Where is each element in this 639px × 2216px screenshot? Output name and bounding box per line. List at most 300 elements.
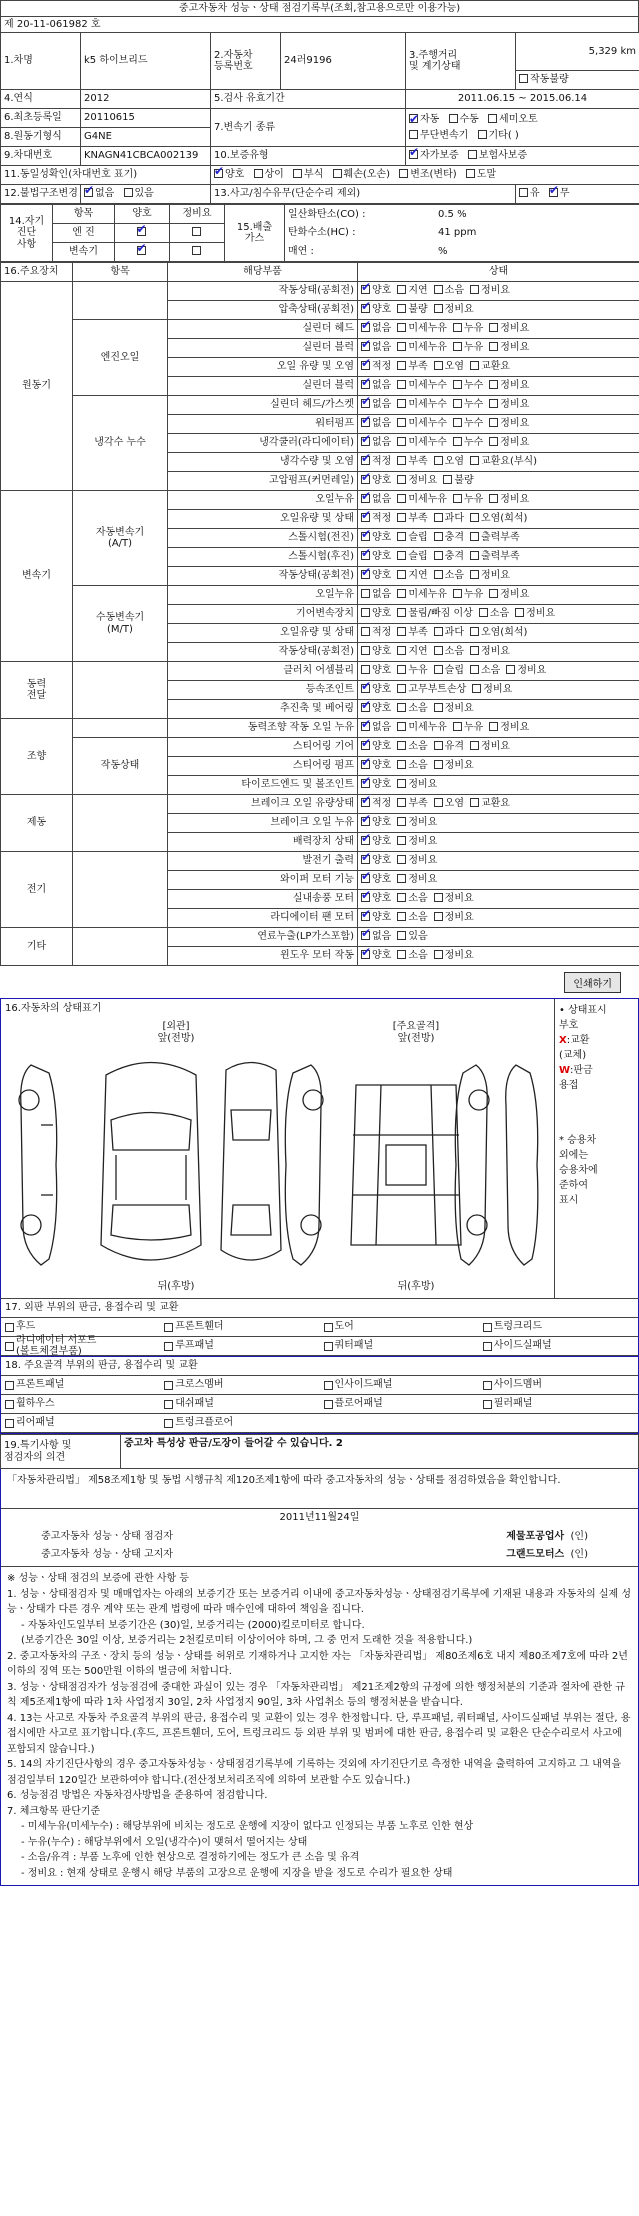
device-group-label: 기타	[1, 928, 73, 966]
inspection-row	[1, 928, 639, 947]
checkbox-icon[interactable]	[468, 150, 477, 159]
checkbox-icon[interactable]	[549, 188, 558, 197]
checkbox-icon[interactable]	[397, 760, 406, 769]
checkbox-icon[interactable]	[397, 513, 406, 522]
checkbox-icon[interactable]	[397, 475, 406, 484]
reg-no-label: 2.자동차 등록번호	[211, 33, 281, 90]
checkbox-icon[interactable]	[361, 912, 370, 921]
checkbox-icon[interactable]	[324, 1381, 333, 1390]
state-option	[489, 418, 529, 430]
part-label: 실린더 블럭	[168, 339, 358, 358]
vin-label: 9.차대번호	[1, 147, 81, 166]
checkbox-icon[interactable]	[443, 475, 452, 484]
checkbox-icon[interactable]	[397, 665, 406, 674]
checkbox-icon[interactable]	[361, 304, 370, 313]
checkbox-icon[interactable]	[397, 722, 406, 731]
checkbox-icon[interactable]	[361, 532, 370, 541]
checkbox-icon[interactable]	[434, 893, 443, 902]
checkbox-icon[interactable]	[361, 893, 370, 902]
checkbox-icon[interactable]	[397, 646, 406, 655]
checkbox-icon[interactable]	[361, 703, 370, 712]
checkbox-icon[interactable]	[361, 722, 370, 731]
checkbox-icon[interactable]	[361, 798, 370, 807]
state-option-label: 정비요	[408, 855, 438, 867]
state-option-label: 누수	[463, 437, 484, 449]
checkbox-icon[interactable]	[397, 931, 406, 940]
same-label: 11.동일성확인(차대번호 표기)	[1, 166, 211, 185]
state-options	[358, 396, 639, 415]
state-option-label: 정비요	[444, 893, 474, 905]
state-option-label: 정비요	[517, 665, 547, 677]
exterior-front-label: 앞(전방)	[157, 1033, 195, 1044]
checkbox-icon[interactable]	[397, 912, 406, 921]
state-option	[397, 551, 427, 563]
checkbox-icon[interactable]	[434, 703, 443, 712]
state-options	[358, 776, 639, 795]
checkbox-icon[interactable]	[164, 1323, 173, 1332]
checkbox-icon[interactable]	[361, 418, 370, 427]
checkbox-icon[interactable]	[470, 665, 479, 674]
notifier-row	[1, 1547, 638, 1567]
checkbox-icon[interactable]	[453, 323, 462, 332]
checkbox-icon[interactable]	[137, 227, 146, 236]
checkbox-icon[interactable]	[361, 760, 370, 769]
state-option-label: 소음	[444, 570, 464, 582]
checkbox-icon[interactable]	[397, 779, 406, 788]
first-reg-label: 6.최초등록일	[1, 109, 81, 128]
note-line: 6. 성능점검 방법은 자동차검사방법을 준용하여 점검합니다.	[7, 1790, 268, 1801]
checkbox-icon[interactable]	[333, 169, 342, 178]
state-option	[361, 456, 391, 468]
state-option	[489, 494, 529, 506]
year-value: 2012	[81, 90, 211, 109]
checkbox-icon[interactable]	[489, 342, 498, 351]
checkbox-icon[interactable]	[397, 285, 406, 294]
checkbox-icon[interactable]	[361, 817, 370, 826]
checkbox-icon[interactable]	[489, 589, 498, 598]
part-label: 실린더 블럭	[168, 377, 358, 396]
checkbox-icon[interactable]	[361, 931, 370, 940]
checkbox-icon[interactable]	[361, 646, 370, 655]
inspection-table	[0, 262, 639, 966]
state-option	[397, 703, 427, 715]
checkbox-icon[interactable]	[449, 114, 458, 123]
state-option-label: 양호	[372, 684, 392, 696]
checkbox-icon[interactable]	[466, 169, 475, 178]
checkbox-icon[interactable]	[293, 169, 302, 178]
checkbox-icon[interactable]	[361, 608, 370, 617]
smoke-row: 매연 : %	[285, 243, 639, 262]
checkbox-icon[interactable]	[434, 912, 443, 921]
state-option	[489, 589, 529, 601]
state-option	[361, 703, 391, 715]
checkbox-icon[interactable]	[434, 646, 443, 655]
checkbox-icon[interactable]	[434, 760, 443, 769]
state-option	[470, 627, 527, 639]
checkbox-icon[interactable]	[519, 74, 528, 83]
legend-x-text: :교환 (교체)	[559, 1035, 590, 1061]
checkbox-icon[interactable]	[397, 855, 406, 864]
checkbox-icon[interactable]	[361, 437, 370, 446]
checkbox-icon[interactable]	[397, 456, 406, 465]
state-option	[397, 950, 427, 962]
checkbox-icon[interactable]	[361, 874, 370, 883]
checkbox-icon[interactable]	[434, 665, 443, 674]
state-option	[434, 703, 474, 715]
checkbox-icon[interactable]	[434, 798, 443, 807]
checkbox-icon[interactable]	[254, 169, 263, 178]
part-option-label: 사이드멤버	[493, 1379, 543, 1391]
checkbox-icon[interactable]	[397, 532, 406, 541]
checkbox-icon[interactable]	[483, 1400, 492, 1409]
checkbox-icon[interactable]	[397, 627, 406, 636]
state-option	[361, 817, 391, 829]
state-option	[397, 380, 447, 392]
checkbox-icon[interactable]	[434, 304, 443, 313]
state-option	[361, 475, 391, 487]
checkbox-icon[interactable]	[519, 188, 528, 197]
state-option	[361, 570, 391, 582]
state-option-label: 양호	[372, 741, 392, 753]
special-label: 19.특기사항 및 점검자의 의견	[1, 1435, 121, 1469]
checkbox-icon[interactable]	[409, 130, 418, 139]
item-group-label	[73, 662, 168, 719]
state-option	[361, 608, 391, 620]
checkbox-icon[interactable]	[453, 494, 462, 503]
state-options	[358, 605, 639, 624]
checkbox-icon[interactable]	[397, 703, 406, 712]
checkbox-icon[interactable]	[489, 722, 498, 731]
checkbox-icon[interactable]	[453, 418, 462, 427]
accident-options: 유 ✔ 무	[516, 185, 639, 204]
illegal-options: ✔ 없음 있음	[81, 185, 211, 204]
checkbox-icon[interactable]	[361, 342, 370, 351]
checkbox-icon[interactable]	[453, 589, 462, 598]
checkbox-icon[interactable]	[5, 1323, 14, 1332]
part-label: 클러치 어셈블리	[168, 662, 358, 681]
state-option-label: 정비요	[408, 874, 438, 886]
checkbox-icon[interactable]	[489, 323, 498, 332]
checkbox-icon[interactable]	[397, 551, 406, 560]
checkbox-icon[interactable]	[397, 323, 406, 332]
col-repair: 정비요	[170, 205, 225, 224]
part-label: 발전기 출력	[168, 852, 358, 871]
state-option	[506, 665, 546, 677]
checkbox-icon[interactable]	[397, 741, 406, 750]
part-label: 브레이크 오일 유량상태	[168, 795, 358, 814]
checkbox-icon[interactable]	[397, 380, 406, 389]
state-option-label: 정비요	[408, 836, 438, 848]
trans-label: 7.변속기 종류	[211, 109, 406, 147]
checkbox-icon[interactable]	[192, 227, 201, 236]
frame-rear-label: 뒤(후방)	[397, 1281, 435, 1292]
state-option-label: 부족	[408, 456, 428, 468]
checkbox-icon[interactable]	[361, 361, 370, 370]
state-option	[434, 798, 464, 810]
checkbox-icon[interactable]	[489, 437, 498, 446]
state-option-label: 정비요	[500, 399, 530, 411]
col-good: 양호	[115, 205, 170, 224]
checkbox-icon[interactable]	[361, 475, 370, 484]
checkbox-icon[interactable]	[164, 1400, 173, 1409]
checkbox-icon[interactable]	[470, 798, 479, 807]
checkbox-icon[interactable]	[137, 246, 146, 255]
checkbox-icon[interactable]	[214, 169, 223, 178]
state-option-label: 미세누수	[408, 437, 447, 449]
note-line: 1. 성능ㆍ상태점검자 및 매매업자는 아래의 보증기간 또는 보증거리 이내에 중고자동차성능ㆍ상태점검기록부에 기재된 내용과 자동차의 실제 성능ㆍ상태가 다른 경우 계약 또는 관계 법령에 따라 매수인에 대하여 책임을 집니다.	[7, 1588, 631, 1615]
item-group-label: 자동변속기 (A/T)	[73, 491, 168, 586]
state-option-label: 부족	[408, 798, 428, 810]
checkbox-icon[interactable]	[434, 532, 443, 541]
checkbox-icon[interactable]	[397, 608, 406, 617]
engine-value: G4NE	[81, 128, 211, 147]
checkbox-icon[interactable]	[434, 950, 443, 959]
checkbox-icon[interactable]	[399, 169, 408, 178]
frame-front-label: 앞(전방)	[397, 1033, 435, 1044]
checkbox-icon[interactable]	[324, 1342, 333, 1351]
inspection-row	[1, 852, 639, 871]
checkbox-icon[interactable]	[361, 950, 370, 959]
checkbox-icon[interactable]	[397, 494, 406, 503]
checkbox-icon[interactable]	[397, 304, 406, 313]
state-option-label: 오염	[444, 456, 464, 468]
state-option	[434, 627, 464, 639]
checkbox-icon[interactable]	[488, 114, 497, 123]
checkbox-icon[interactable]	[453, 342, 462, 351]
diag-row-engine: 엔 진	[53, 224, 115, 243]
state-options	[358, 795, 639, 814]
state-option	[470, 551, 520, 563]
state-options	[358, 548, 639, 567]
state-option	[361, 342, 391, 354]
valid-label: 5.검사 유효기간	[211, 90, 406, 109]
checkbox-icon[interactable]	[397, 570, 406, 579]
checkbox-icon[interactable]	[489, 418, 498, 427]
part-option-label: 플로어패널	[334, 1398, 383, 1410]
state-option	[434, 912, 474, 924]
note-line: (보증기간은 30일 이상, 보증거리는 2천킬로미터 이상이어야 하며, 그 중 먼저 도래한 것을 적용합니다.)	[21, 1635, 473, 1646]
checkbox-icon[interactable]	[361, 494, 370, 503]
checkbox-icon[interactable]	[324, 1323, 333, 1332]
state-option-label: 부족	[408, 513, 428, 525]
checkbox-icon[interactable]	[397, 950, 406, 959]
checkbox-icon[interactable]	[5, 1342, 14, 1351]
diag-row-transmission: 변속기	[53, 243, 115, 262]
checkbox-icon[interactable]	[470, 741, 479, 750]
state-option-label: 소음	[408, 912, 428, 924]
state-options	[358, 890, 639, 909]
state-option-label: 오염(희석)	[480, 627, 528, 639]
checkbox-icon[interactable]	[397, 437, 406, 446]
checkbox-icon[interactable]	[361, 570, 370, 579]
checkbox-icon[interactable]	[489, 494, 498, 503]
state-option	[361, 722, 391, 734]
checkbox-icon[interactable]	[453, 399, 462, 408]
checkbox-icon[interactable]	[472, 684, 481, 693]
inspection-row	[1, 396, 639, 415]
checkbox-icon[interactable]	[470, 532, 479, 541]
checkbox-icon[interactable]	[397, 874, 406, 883]
insp-header-device: 16.주요장치	[1, 263, 73, 282]
checkbox-icon[interactable]	[434, 285, 443, 294]
checkbox-icon[interactable]	[397, 893, 406, 902]
state-option	[397, 627, 427, 639]
state-option	[489, 437, 529, 449]
state-option	[361, 684, 391, 696]
checkbox-icon[interactable]	[506, 665, 515, 674]
checkbox-icon[interactable]	[361, 684, 370, 693]
checkbox-icon[interactable]	[361, 285, 370, 294]
state-option	[489, 399, 529, 411]
checkbox-icon[interactable]	[361, 836, 370, 845]
state-option	[434, 741, 464, 753]
checkbox-icon[interactable]	[434, 627, 443, 636]
checkbox-icon[interactable]	[361, 513, 370, 522]
checkbox-icon[interactable]	[434, 570, 443, 579]
checkbox-icon[interactable]	[434, 741, 443, 750]
state-option	[470, 646, 510, 658]
basic-info-table	[0, 32, 639, 204]
state-option-label: 미세누수	[408, 399, 447, 411]
state-option	[361, 380, 391, 392]
state-option-label: 소음	[408, 760, 428, 772]
checkbox-icon[interactable]	[397, 418, 406, 427]
inspection-row	[1, 491, 639, 510]
checkbox-icon[interactable]	[434, 513, 443, 522]
diagram-legend	[554, 999, 638, 1299]
state-option-label: 미세누유	[408, 722, 447, 734]
frame-label: [주요골격]	[392, 1021, 440, 1032]
note-line: - 미세누유(미세누수) : 해당부위에 비치는 정도로 운행에 지장이 없다고 인정되는 부품 노후로 인한 현상	[21, 1821, 474, 1832]
checkbox-icon[interactable]	[5, 1381, 14, 1390]
state-option	[361, 798, 391, 810]
checkbox-icon[interactable]	[361, 855, 370, 864]
print-button[interactable]: 인쇄하기	[564, 972, 621, 993]
state-option-label: 양호	[372, 950, 392, 962]
state-options	[358, 567, 639, 586]
checkbox-icon[interactable]	[361, 627, 370, 636]
checkbox-icon[interactable]	[483, 1323, 492, 1332]
part-label: 타이로드엔드 및 볼조인트	[168, 776, 358, 795]
state-option-label: 양호	[372, 779, 392, 791]
checkbox-icon[interactable]	[192, 246, 201, 255]
checkbox-icon[interactable]	[361, 323, 370, 332]
device-group-label: 조향	[1, 719, 73, 795]
checkbox-icon[interactable]	[515, 608, 524, 617]
checkbox-icon[interactable]	[397, 684, 406, 693]
checkbox-icon[interactable]	[453, 722, 462, 731]
insp-header-item: 항목	[73, 263, 168, 282]
checkbox-icon[interactable]	[470, 456, 479, 465]
checkbox-icon[interactable]	[361, 779, 370, 788]
checkbox-icon[interactable]	[434, 456, 443, 465]
checkbox-icon[interactable]	[124, 188, 133, 197]
checkbox-icon[interactable]	[361, 380, 370, 389]
checkbox-icon[interactable]	[434, 551, 443, 560]
col-item: 항목	[53, 205, 115, 224]
checkbox-icon[interactable]	[453, 380, 462, 389]
state-option	[453, 494, 483, 506]
checkbox-icon[interactable]	[397, 589, 406, 598]
state-option-label: 충격	[444, 551, 464, 563]
checkbox-icon[interactable]	[397, 836, 406, 845]
state-option-label: 정비요	[480, 646, 510, 658]
notifier-label: 중고자동차 성능ㆍ상태 고지자	[41, 1549, 173, 1560]
checkbox-icon[interactable]	[361, 665, 370, 674]
checkbox-icon[interactable]	[470, 570, 479, 579]
checkbox-icon[interactable]	[489, 399, 498, 408]
trans-options: ✔자동 수동 세미오토 무단변속기 기타( )	[406, 109, 639, 147]
checkbox-icon[interactable]	[397, 798, 406, 807]
checkbox-icon[interactable]	[361, 741, 370, 750]
part-option	[160, 1318, 319, 1337]
checkbox-icon[interactable]	[483, 1342, 492, 1351]
warranty-notes	[1, 1567, 638, 1885]
state-option-label: 미세누수	[408, 380, 447, 392]
checkbox-icon[interactable]	[470, 285, 479, 294]
checkbox-icon[interactable]	[470, 627, 479, 636]
checkbox-icon[interactable]	[361, 456, 370, 465]
checkbox-icon[interactable]	[470, 513, 479, 522]
checkbox-icon[interactable]	[483, 1381, 492, 1390]
state-option	[470, 798, 510, 810]
state-option-label: 없음	[372, 589, 392, 601]
checkbox-icon[interactable]	[479, 608, 488, 617]
checkbox-icon[interactable]	[164, 1419, 173, 1428]
checkbox-icon[interactable]	[361, 589, 370, 598]
checkbox-icon[interactable]	[434, 361, 443, 370]
inspector-name: 제물포공업사	[506, 1531, 565, 1542]
checkbox-icon[interactable]	[164, 1381, 173, 1390]
state-option	[361, 532, 391, 544]
checkbox-icon[interactable]	[397, 817, 406, 826]
co-row: 일산화탄소(CO) : 0.5 %	[285, 205, 639, 224]
checkbox-icon[interactable]	[324, 1400, 333, 1409]
state-option-label: 정비요	[444, 703, 474, 715]
checkbox-icon[interactable]	[397, 361, 406, 370]
checkbox-icon[interactable]	[164, 1342, 173, 1351]
checkbox-icon[interactable]	[409, 114, 418, 123]
checkbox-icon[interactable]	[361, 399, 370, 408]
exterior-label: [외관]	[162, 1021, 190, 1032]
checkbox-icon[interactable]	[5, 1419, 14, 1428]
checkbox-icon[interactable]	[470, 551, 479, 560]
checkbox-icon[interactable]	[470, 361, 479, 370]
checkbox-icon[interactable]	[397, 342, 406, 351]
state-option-label: 정비요	[500, 380, 530, 392]
part-option	[160, 1395, 319, 1414]
item-group-label	[73, 719, 168, 738]
checkbox-icon[interactable]	[5, 1400, 14, 1409]
checkbox-icon[interactable]	[453, 437, 462, 446]
checkbox-icon[interactable]	[397, 399, 406, 408]
checkbox-icon[interactable]	[489, 380, 498, 389]
state-option	[453, 418, 483, 430]
state-option	[361, 836, 391, 848]
checkbox-icon[interactable]	[409, 150, 418, 159]
checkbox-icon[interactable]	[84, 188, 93, 197]
checkbox-icon[interactable]	[361, 551, 370, 560]
part-label: 동력조향 작동 오일 누유	[168, 719, 358, 738]
part-option	[479, 1337, 638, 1356]
checkbox-icon[interactable]	[470, 646, 479, 655]
checkbox-icon[interactable]	[478, 130, 487, 139]
part-label: 윈도우 모터 작동	[168, 947, 358, 966]
state-option-label: 유격	[444, 741, 464, 753]
car-name-label: 1.차명	[1, 33, 81, 90]
part-label: 배력장치 상태	[168, 833, 358, 852]
warranty-options: ✔ 자가보증 보험사보증	[406, 147, 639, 166]
